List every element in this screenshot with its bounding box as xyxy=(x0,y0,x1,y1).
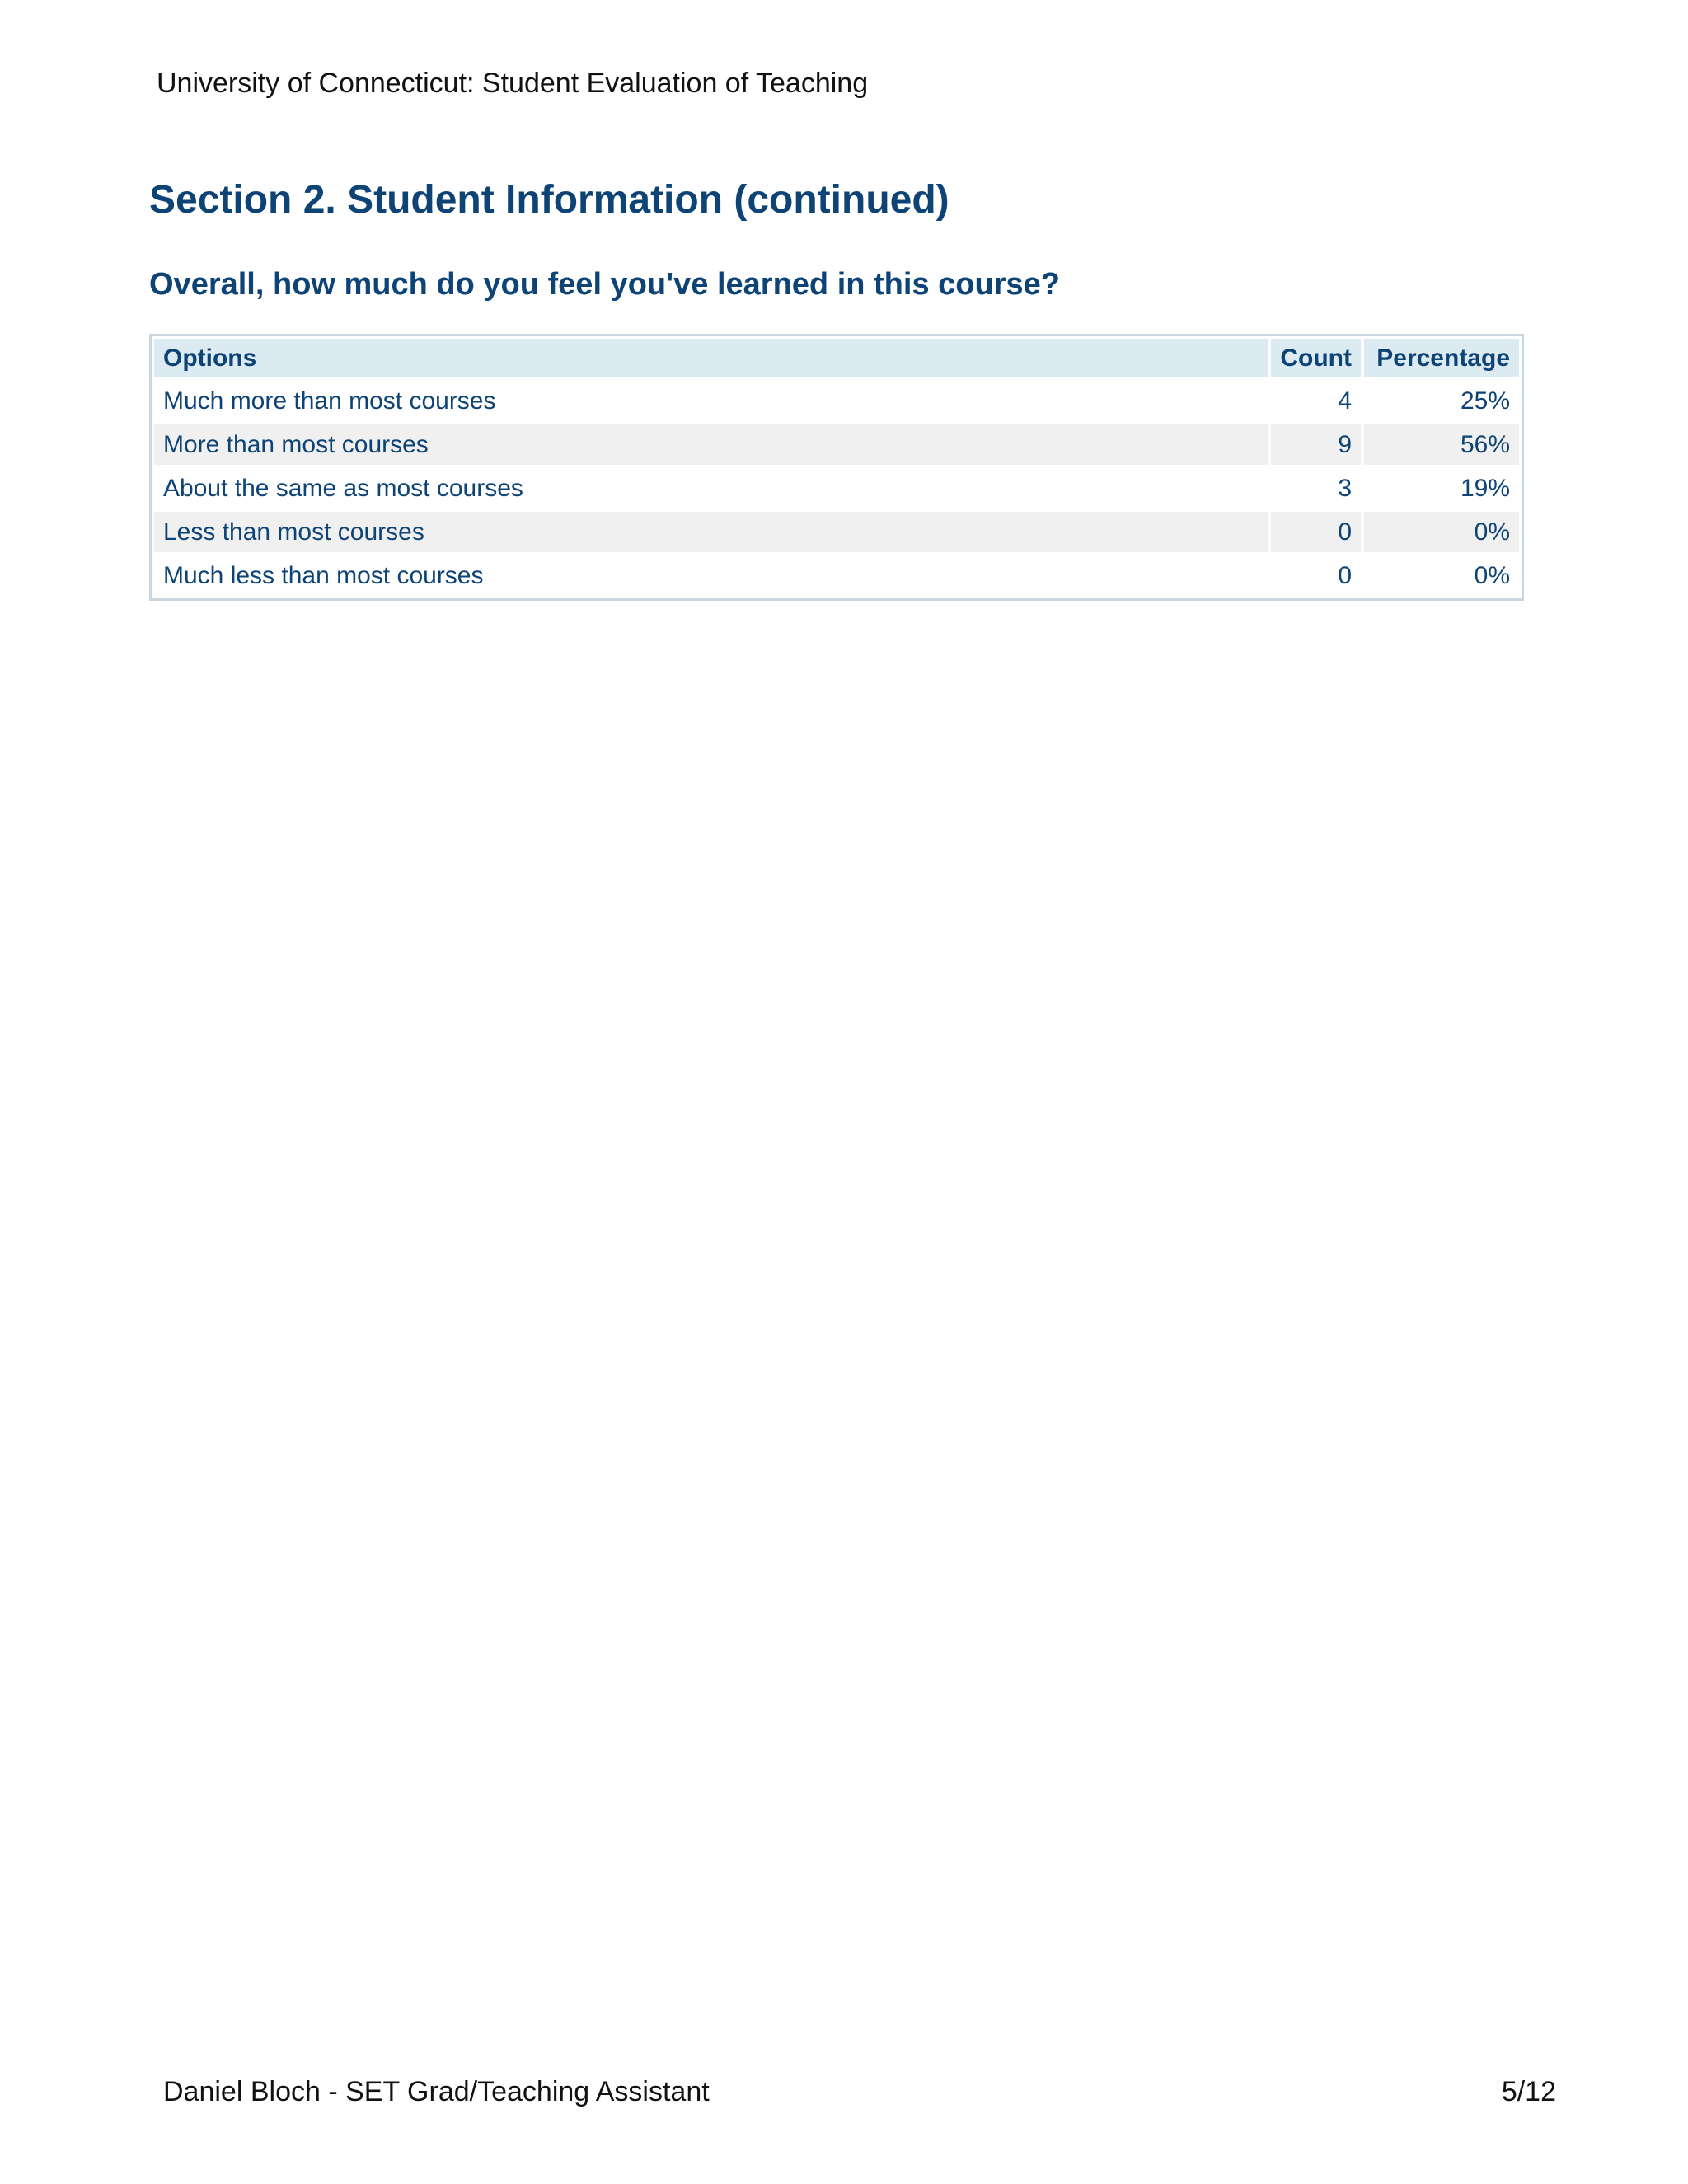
row-option: Much less than most courses xyxy=(154,555,1268,596)
table-row xyxy=(154,424,1519,465)
results-table-grid xyxy=(151,335,1522,599)
row-option: Much more than most courses xyxy=(154,381,1268,421)
row-percentage: 0% xyxy=(1364,512,1519,552)
table-row xyxy=(154,468,1519,509)
footer-author: Daniel Bloch - SET Grad/Teaching Assistant xyxy=(163,2076,710,2107)
row-count: 0 xyxy=(1271,555,1361,596)
row-count: 0 xyxy=(1271,512,1361,552)
results-table xyxy=(149,334,1524,601)
section-title: Section 2. Student Information (continued) xyxy=(149,178,950,222)
question-title: Overall, how much do you feel you've learned in this course? xyxy=(149,267,1060,302)
row-option: Less than most courses xyxy=(154,512,1268,552)
table-header-row xyxy=(154,339,1519,377)
table-row xyxy=(154,381,1519,421)
row-percentage: 0% xyxy=(1364,555,1519,596)
row-count: 4 xyxy=(1271,381,1361,421)
row-count: 3 xyxy=(1271,468,1361,509)
row-percentage: 25% xyxy=(1364,381,1519,421)
page-header: University of Connecticut: Student Evaluation of Teaching xyxy=(157,68,869,99)
row-percentage: 56% xyxy=(1364,424,1519,465)
table-row xyxy=(154,512,1519,552)
column-header-options: Options xyxy=(154,339,1268,377)
row-option: About the same as most courses xyxy=(154,468,1268,509)
row-option: More than most courses xyxy=(154,424,1268,465)
column-header-percentage: Percentage xyxy=(1364,339,1519,377)
table-row xyxy=(154,555,1519,596)
row-percentage: 19% xyxy=(1364,468,1519,509)
footer-page-number: 5/12 xyxy=(1501,2076,1556,2107)
column-header-count: Count xyxy=(1271,339,1361,377)
row-count: 9 xyxy=(1271,424,1361,465)
